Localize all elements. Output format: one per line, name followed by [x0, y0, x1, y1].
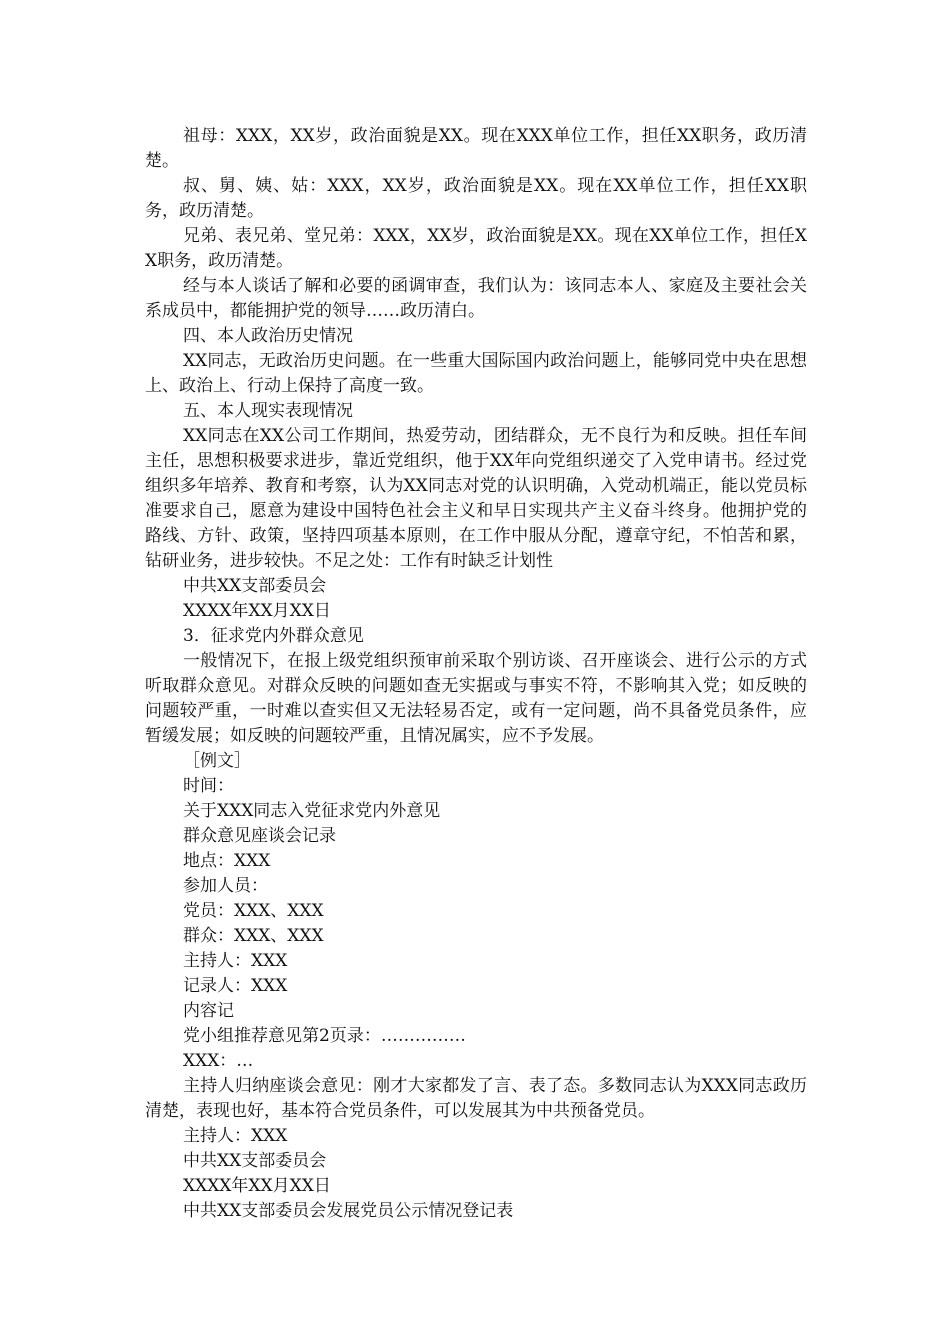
- document-page: [145, 124, 807, 1224]
- paragraph-review-conclusion: 经与本人谈话了解和必要的函调审查，我们认为：该同志本人、家庭及主要社会关系成员中，都能拥护党的领导……政历清白。: [145, 276, 807, 321]
- paragraph-host-summary: 主持人归纳座谈会意见：刚才大家都发了言、表了态。多数同志认为XXX同志政历清楚，表现也好，基本符合党员条件，可以发展其为中共预备党员。: [145, 1076, 807, 1121]
- record-party-members: 党员：XXX、XXX: [183, 901, 324, 921]
- signature-committee: 中共XX支部委员会: [183, 576, 327, 596]
- record-content-label: 内容记: [183, 1001, 234, 1021]
- record-location: 地点：XXX: [183, 851, 271, 871]
- section-heading-solicit-opinions: 3．征求党内外群众意见: [183, 626, 364, 646]
- registration-form-title: 中共XX支部委员会发展党员公示情况登记表: [183, 1201, 514, 1221]
- example-label: ［例文］: [183, 751, 251, 771]
- paragraph-current-performance: XX同志在XX公司工作期间，热爱劳动，团结群众，无不良行为和反映。担任车间主任，思想积极要求进步，靠近党组织，他于XX年向党组织递交了入党申请书。经过党组织多年培养、教育和考察，认为XX同志对党的认识明确，入党动机端正，能以党员标准要求自己，愿意为建设中国特色社会主义和早日实现共产主义奋斗终身。他拥护党的路线、方针、政策，坚持四项基本原则，在工作中服从分配，遵章守纪，不怕苦和累，钻研业务，进步较快。不足之处：工作有时缺乏计划性: [145, 426, 807, 571]
- signature-date: XXXX年XX月XX日: [183, 601, 331, 621]
- signature-date-2: XXXX年XX月XX日: [183, 1176, 331, 1196]
- record-speaker: XXX：…: [183, 1051, 254, 1071]
- record-masses: 群众：XXX、XXX: [183, 926, 324, 946]
- paragraph-political-history: XX同志，无政治历史问题。在一些重大国际国内政治问题上，能够同党中央在思想上、政治上、行动上保持了高度一致。: [145, 351, 807, 396]
- paragraph-grandmother: 祖母：XXX，XX岁，政治面貌是XX。现在XXX单位工作，担任XX职务，政历清楚。: [145, 126, 807, 171]
- record-participants-label: 参加人员：: [183, 876, 268, 896]
- record-recorder: 记录人：XXX: [183, 976, 288, 996]
- record-group-recommendation: 党小组推荐意见第2页录：……………: [183, 1026, 466, 1046]
- section-heading-current-performance: 五、本人现实表现情况: [183, 401, 353, 421]
- paragraph-siblings-cousins: 兄弟、表兄弟、堂兄弟：XXX，XX岁，政治面貌是XX。现在XX单位工作，担任XX职务，政历清楚。: [145, 226, 807, 271]
- section-heading-political-history: 四、本人政治历史情况: [183, 326, 353, 346]
- record-time: 时间：: [183, 776, 234, 796]
- record-host-signature: 主持人：XXX: [183, 1126, 288, 1146]
- signature-committee-2: 中共XX支部委员会: [183, 1151, 327, 1171]
- paragraph-uncles-aunts: 叔、舅、姨、姑：XXX，XX岁，政治面貌是XX。现在XX单位工作，担任XX职务，政历清楚。: [145, 176, 807, 221]
- record-title: 关于XXX同志入党征求党内外意见: [183, 801, 441, 821]
- record-subtitle: 群众意见座谈会记录: [183, 826, 336, 846]
- paragraph-solicit-opinions: 一般情况下，在报上级党组织预审前采取个别访谈、召开座谈会、进行公示的方式听取群众意见。对群众反映的问题如查无实据或与事实不符，不影响其入党；如反映的问题较严重，一时难以查实但又无法轻易否定，或有一定问题，尚不具备党员条件，应暂缓发展；如反映的问题较严重，且情况属实，应不予发展。: [145, 651, 807, 746]
- record-host: 主持人：XXX: [183, 951, 288, 971]
